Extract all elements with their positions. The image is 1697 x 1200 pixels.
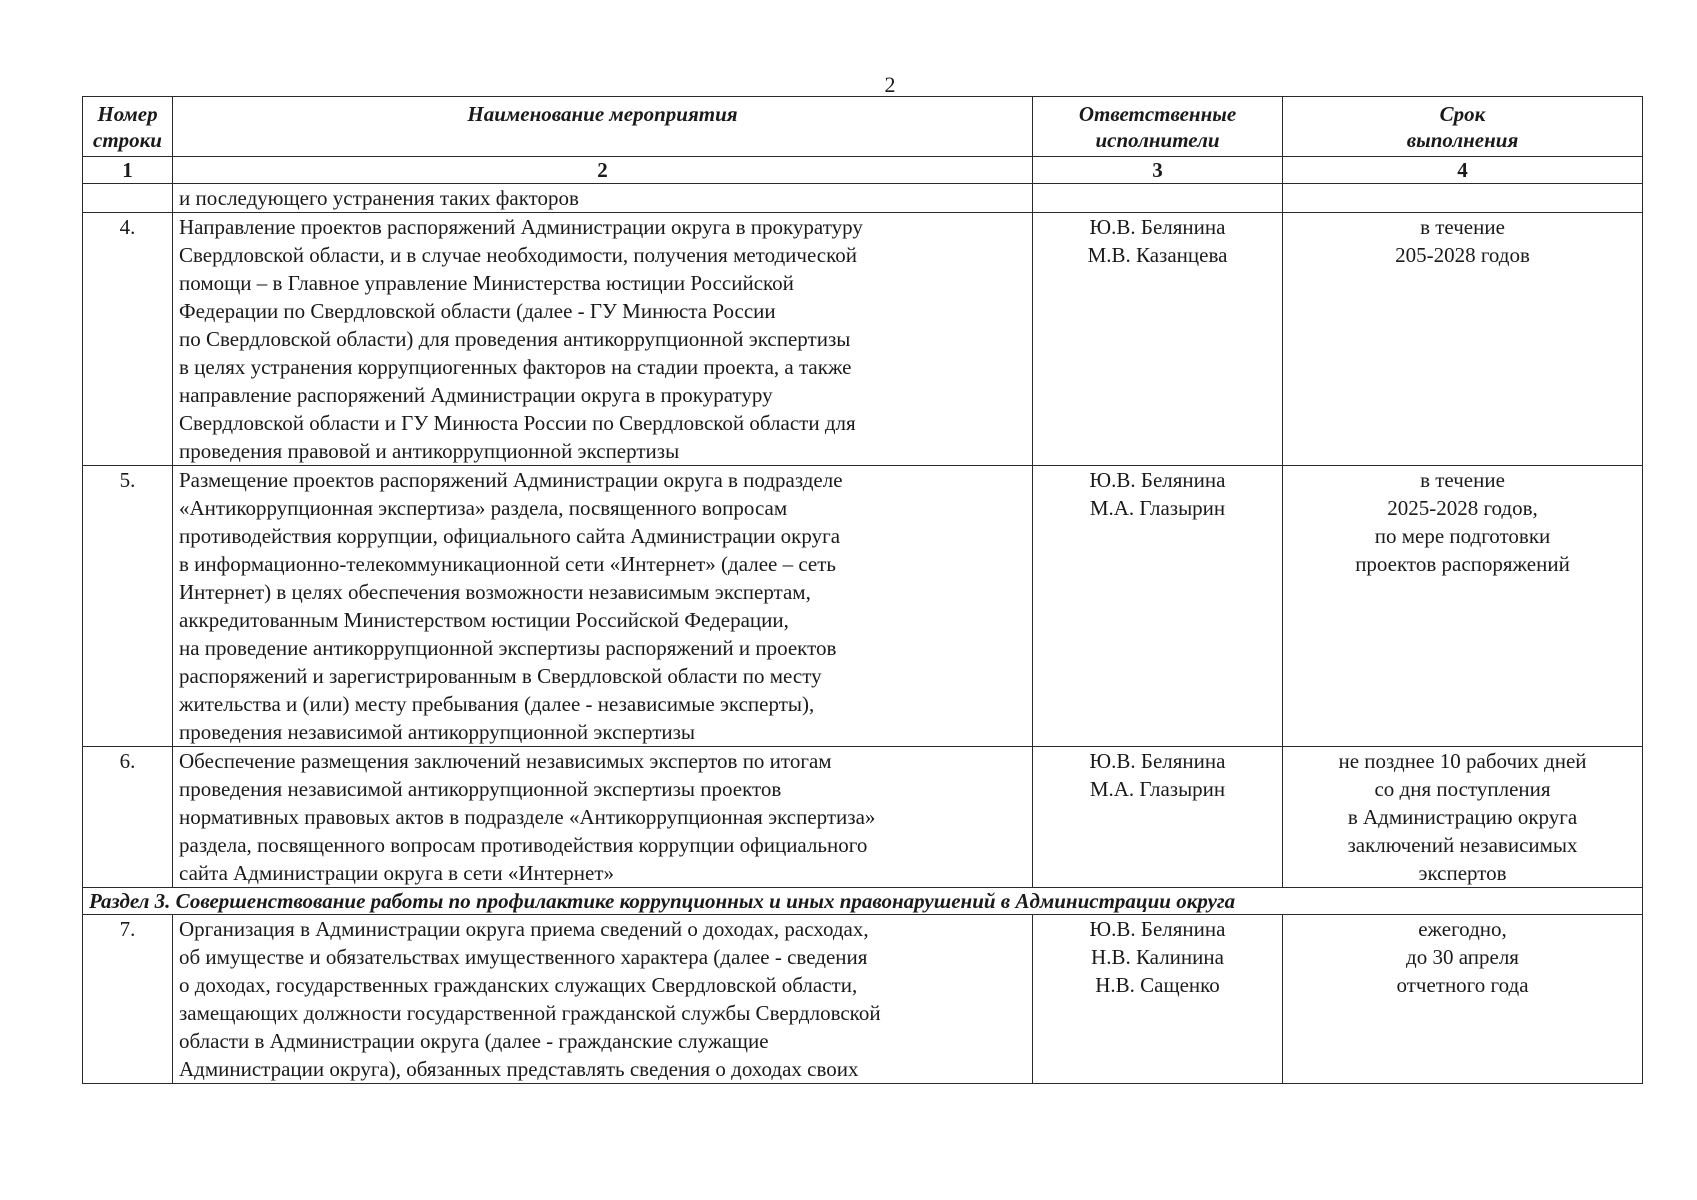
- table-row: [83, 747, 1643, 888]
- text-line: замещающих должности государственной гражданской службы Свердловской: [179, 1001, 881, 1025]
- header-num-line: Номер: [97, 102, 158, 126]
- text-line: проектов распоряжений: [1355, 552, 1570, 576]
- text-line: Интернет) в целях обеспечения возможности независимым экспертам,: [179, 580, 811, 604]
- text-line: заключений независимых: [1347, 833, 1578, 857]
- header-term-line: выполнения: [1406, 128, 1519, 152]
- header-term-line: Срок: [1439, 102, 1486, 126]
- measure-name: [173, 915, 1033, 1084]
- text-line: в Администрацию округа: [1347, 805, 1578, 829]
- text-line: Ю.В. Белянина: [1089, 749, 1226, 773]
- section-row: [83, 888, 1643, 915]
- row-number: 5.: [83, 466, 173, 747]
- measure-name: [173, 213, 1033, 466]
- text-line: экспертов: [1418, 861, 1507, 885]
- text-line: в целях устранения коррупциогенных факторов на стадии проекта, а также: [179, 355, 852, 379]
- text-line: Н.В. Калинина: [1091, 945, 1224, 969]
- text-line: 205-2028 годов: [1395, 243, 1530, 267]
- text-line: отчетного года: [1396, 973, 1529, 997]
- column-number: 1: [83, 157, 173, 184]
- header-num-line: строки: [93, 128, 162, 152]
- text-line: сайта Администрации округа в сети «Интернет»: [179, 861, 615, 885]
- text-line: «Антикоррупционная экспертиза» раздела, посвященного вопросам: [179, 496, 788, 520]
- text-line: в информационно-телекоммуникационной сети «Интернет» (далее – сеть: [179, 552, 836, 576]
- column-number-row: [83, 157, 1643, 184]
- text-line: со дня поступления: [1374, 777, 1551, 801]
- text-line: аккредитованным Министерством юстиции Российской Федерации,: [179, 608, 789, 632]
- text-line: до 30 апреля: [1406, 945, 1519, 969]
- text-line: М.А. Глазырин: [1089, 777, 1226, 801]
- column-number: 2: [173, 157, 1033, 184]
- text-line: Н.В. Сащенко: [1095, 973, 1220, 997]
- text-line: области в Администрации округа (далее - гражданские служащие: [179, 1029, 769, 1053]
- column-number: 4: [1283, 157, 1643, 184]
- text-line: проведения независимой антикоррупционной экспертизы: [179, 720, 696, 744]
- header-resp-line: Ответственные: [1078, 102, 1237, 126]
- responsible: [1033, 747, 1283, 888]
- text-line: в течение: [1420, 468, 1505, 492]
- responsible: [1033, 915, 1283, 1084]
- header-term: [1283, 97, 1643, 157]
- text-line: ежегодно,: [1418, 917, 1507, 941]
- deadline: [1283, 213, 1643, 466]
- header-name: Наименование мероприятия: [173, 97, 1033, 157]
- text-line: 2025-2028 годов,: [1387, 496, 1538, 520]
- section-title: Раздел 3. Совершенствование работы по профилактике коррупционных и иных правонарушений в Администрации округа: [83, 888, 1643, 915]
- text-line: Обеспечение размещения заключений независимых экспертов по итогам: [179, 749, 832, 773]
- text-line: о доходах, государственных гражданских служащих Свердловской области,: [179, 973, 858, 997]
- text-line: Свердловской области, и в случае необходимости, получения методической: [179, 243, 857, 267]
- deadline: [1283, 466, 1643, 747]
- text-line: противодействия коррупции, официального сайта Администрации округа: [179, 524, 841, 548]
- text-line: Ю.В. Белянина: [1089, 917, 1226, 941]
- measures-table: [82, 96, 1643, 1084]
- text-line: в течение: [1420, 215, 1505, 239]
- row-number: 6.: [83, 747, 173, 888]
- text-line: помощи – в Главное управление Министерства юстиции Российской: [179, 271, 794, 295]
- header-num: [83, 97, 173, 157]
- text-line: проведения независимой антикоррупционной экспертизы проектов: [179, 777, 782, 801]
- row-number: 4.: [83, 213, 173, 466]
- text-line: на проведение антикоррупционной экспертизы распоряжений и проектов: [179, 636, 837, 660]
- text-line: по Свердловской области) для проведения антикоррупционной экспертизы: [179, 327, 851, 351]
- text-line: Ю.В. Белянина: [1089, 468, 1226, 492]
- text-line: М.В. Казанцева: [1087, 243, 1228, 267]
- text-line: по мере подготовки: [1374, 524, 1551, 548]
- text-line: об имуществе и обязательствах имущественного характера (далее - сведения: [179, 945, 868, 969]
- text-line: распоряжений и зарегистрированным в Свердловской области по месту: [179, 664, 822, 688]
- table-header-row: [83, 97, 1643, 157]
- page-number: 2: [884, 72, 896, 97]
- text-line: раздела, посвященного вопросам противодействия коррупции официального: [179, 833, 868, 857]
- measure-name: [173, 466, 1033, 747]
- deadline: [1283, 915, 1643, 1084]
- row-number: [83, 184, 173, 213]
- header-resp-line: исполнители: [1095, 128, 1220, 152]
- text-line: жительства и (или) месту пребывания (далее - независимые эксперты),: [179, 692, 815, 716]
- row-number: 7.: [83, 915, 173, 1084]
- deadline: [1283, 747, 1643, 888]
- text-line: проведения правовой и антикоррупционной экспертизы: [179, 439, 680, 463]
- text-line: Ю.В. Белянина: [1089, 215, 1226, 239]
- text-line: Организация в Администрации округа приема сведений о доходах, расходах,: [179, 917, 869, 941]
- responsible: [1033, 466, 1283, 747]
- text-line: Размещение проектов распоряжений Администрации округа в подразделе: [179, 468, 843, 492]
- text-line: Направление проектов распоряжений Администрации округа в прокуратуру: [179, 215, 863, 239]
- table-row: [83, 213, 1643, 466]
- responsible: [1033, 213, 1283, 466]
- text-line: Администрации округа), обязанных представлять сведения о доходах своих: [179, 1057, 859, 1081]
- text-line: не позднее 10 рабочих дней: [1338, 749, 1587, 773]
- text-line: направление распоряжений Администрации округа в прокуратуру: [179, 383, 773, 407]
- text-line: нормативных правовых актов в подразделе «Антикоррупционная экспертиза»: [179, 805, 876, 829]
- table-row: [83, 466, 1643, 747]
- text-line: М.А. Глазырин: [1089, 496, 1226, 520]
- text-line: Федерации по Свердловской области (далее - ГУ Минюста России: [179, 299, 776, 323]
- deadline: [1283, 184, 1643, 213]
- column-number: 3: [1033, 157, 1283, 184]
- measure-name: и последующего устранения таких факторов: [173, 184, 1033, 213]
- responsible: [1033, 184, 1283, 213]
- continuation-row: [83, 184, 1643, 213]
- text-line: Свердловской области и ГУ Минюста России по Свердловской области для: [179, 411, 856, 435]
- measure-name: [173, 747, 1033, 888]
- header-resp: [1033, 97, 1283, 157]
- table-row: [83, 915, 1643, 1084]
